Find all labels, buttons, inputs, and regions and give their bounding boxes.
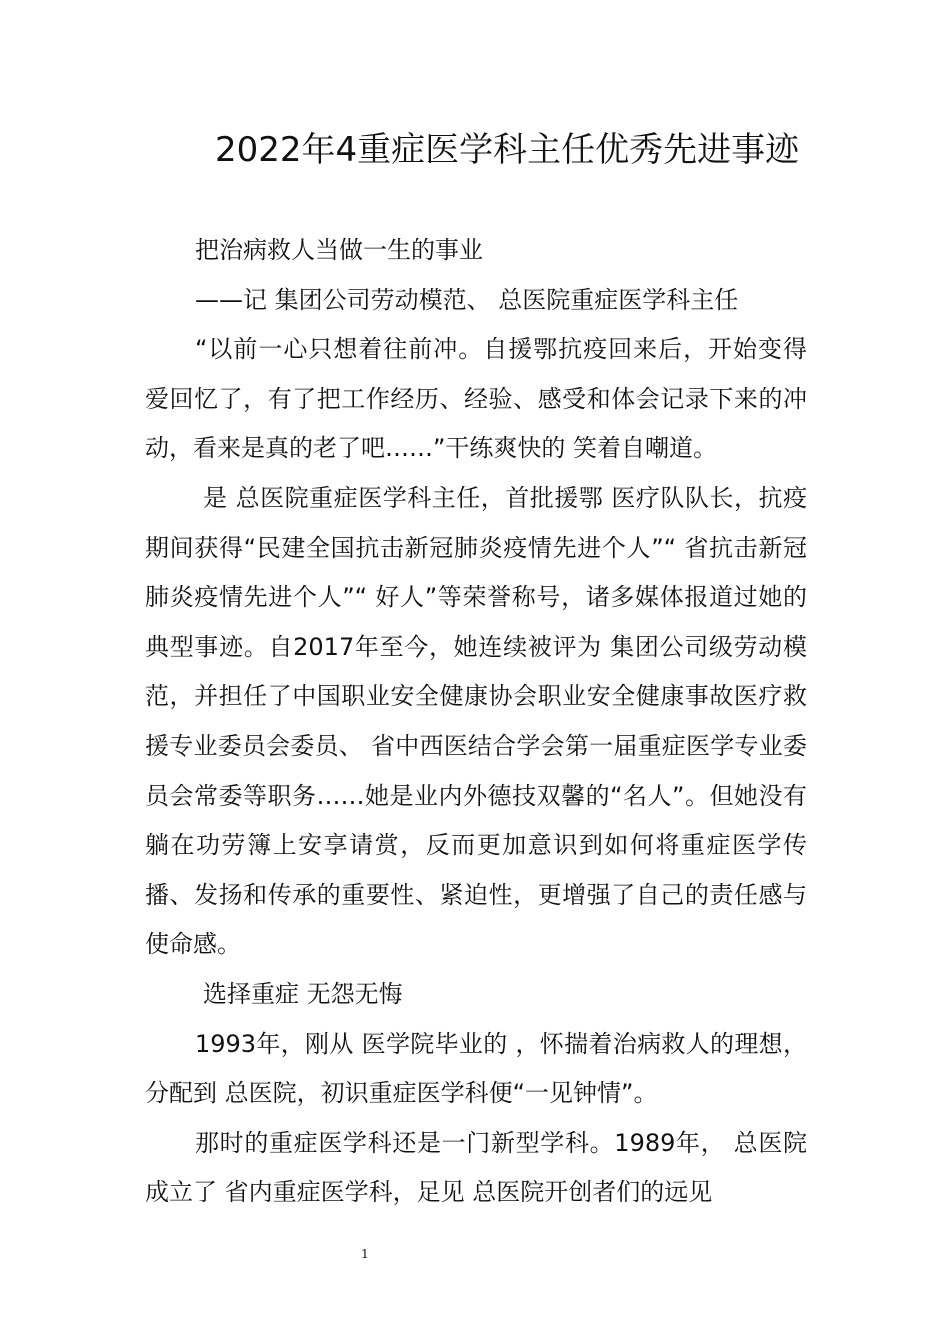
section-heading: 选择重症 无怨无悔 <box>203 979 403 1008</box>
paragraph-quote: “以前一心只想着往前冲。自援鄂抗疫回来后，开始变得爱回忆了，有了把工作经历、经验、感受和体会记录下来的冲动，看来是真的老了吧……”干练爽快的 笑着自嘲道。 <box>145 335 807 463</box>
page-number: 1 <box>361 1247 369 1261</box>
paragraph-1993: 1993年，刚从 医学院毕业的 ，怀揣着治病救人的理想，分配到 总医院，初识重症医学科便“一见钟情”。 <box>145 1029 807 1108</box>
paragraph-profile: 是 总医院重症医学科主任，首批援鄂 医疗队队长，抗疫期间获得“民建全国抗击新冠肺炎疫情先进个人”“ 省抗击新冠肺炎疫情先进个人”“ 好人”等荣誉称号，诸多媒体报道过她的典型事迹。自2017年至今，她连续被评为 集团公司级劳动模范，并担任了中国职业安全健康协会职业安全健康事故医疗救援专业委员会委员、 省中西医结合学会第一届重症医学专业委员会常委等职务……她是业内外德技双馨的“名人”。但她没有躺在功劳簿上安享请赏，反而更加意识到如何将重症医学传播、发扬和传承的重要性、紧迫性，更增强了自己的责任感与使命感。 <box>145 483 807 959</box>
document-body <box>145 226 807 1218</box>
paragraph-subtitle: 把治病救人当做一生的事业 <box>195 236 483 264</box>
paragraph-byline: ——记 集团公司劳动模范、 总医院重症医学科主任 <box>195 285 739 314</box>
paragraph-1989: 那时的重症医学科还是一门新型学科。1989年， 总医院成立了 省内重症医学科，足见 总医院开创者们的远见 <box>145 1128 807 1207</box>
document-title: 2022年4重症医学科主任优秀先进事迹 <box>215 130 800 170</box>
